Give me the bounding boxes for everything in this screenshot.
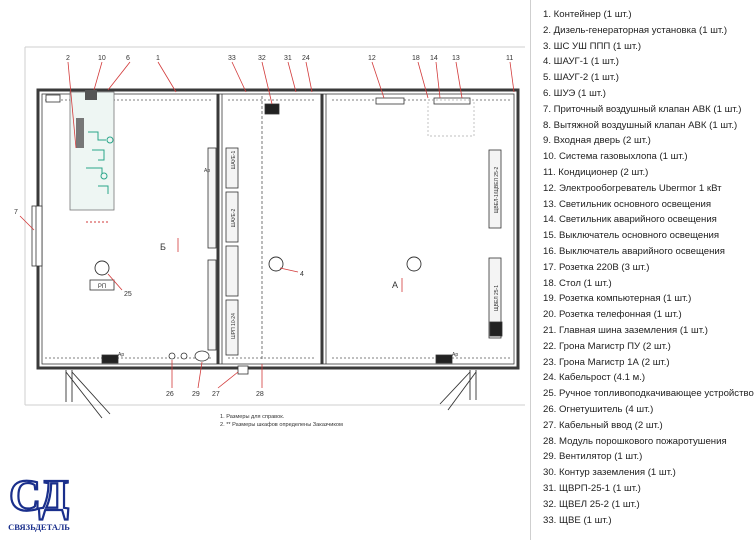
legend-item: 28. Модуль порошкового пожаротушения [543, 435, 727, 447]
legend-item: 21. Главная шина заземления (1 шт.) [543, 324, 708, 336]
callout-number: 29 [192, 391, 200, 398]
legend-item: 29. Вентилятор (1 шт.) [543, 451, 643, 463]
legend-item: 9. Входная дверь (2 шт.) [543, 135, 651, 147]
drawing-notes [220, 414, 343, 428]
legend-item: 14. Светильник аварийного освещения [543, 214, 717, 226]
legend-item: 19. Розетка компьютерная (1 шт.) [543, 293, 692, 305]
legend-item: 24. Кабельрост (4.1 м.) [543, 372, 646, 384]
ar-marker: Ар [452, 352, 459, 358]
legend-item: 15. Выключатель основного освещения [543, 230, 720, 242]
legend-item: 3. ШС УШ ППП (1 шт.) [543, 40, 642, 52]
legend-item: 25. Ручное топливоподкачивающее устройство [543, 388, 754, 400]
room-labels [160, 238, 402, 292]
cabinet-labels [231, 150, 500, 338]
legend-item: 30. Контур заземления (1 шт.) [543, 467, 676, 479]
callout-number: 24 [302, 55, 310, 62]
callout-number: 12 [368, 55, 376, 62]
callout-number: 31 [284, 55, 292, 62]
ceiling-lights [95, 257, 421, 275]
ar-marker: Ар [118, 352, 125, 358]
logo-name: СВЯЗЬДЕТАЛЬ [8, 522, 70, 532]
legend-item: 22. Грона Магистр ПУ (2 шт.) [543, 340, 671, 352]
air-valve-left [32, 206, 42, 266]
legend-item: 1. Контейнер (1 шт.) [543, 9, 632, 20]
legend-item: 27. Кабельный ввод (2 шт.) [543, 419, 663, 431]
callout-number: 18 [412, 55, 420, 62]
legend-item: 12. Электрообогреватель Ubermor 1 кВт [543, 182, 722, 194]
note-line: 1. Размеры для справок. [220, 414, 285, 420]
legend-item: 8. Вытяжной воздушный клапан АВК (1 шт.) [543, 119, 738, 131]
callout-number: 28 [256, 391, 264, 398]
callout-number: 32 [258, 55, 266, 62]
callout-number: 6 [126, 55, 130, 62]
callout-number: 14 [430, 55, 438, 62]
rp-device-label: РП [97, 284, 107, 290]
entry-doors [66, 370, 476, 418]
legend-item: 33. ЩВЕ (1 шт.) [543, 514, 612, 526]
rp-device [90, 280, 114, 290]
note-line: 2. ** Размеры шкафов определены Заказчиком [220, 422, 343, 428]
legend-item: 16. Выключатель аварийного освещения [543, 245, 725, 257]
legend-item: 18. Стол (1 шт.) [543, 277, 612, 289]
wall-hatching [45, 100, 510, 358]
legend-item: 20. Розетка телефонная (1 шт.) [543, 309, 682, 321]
callout-number: 25 [124, 291, 132, 298]
legend-item: 4. ШАУГ-1 (1 шт.) [543, 56, 620, 68]
legend-item: 2. Дизель-генераторная установка (1 шт.) [543, 24, 728, 36]
cabinet-label-shrp: ШРП 10-24 [231, 313, 237, 339]
legend-item: 5. ШАУГ-2 (1 шт.) [543, 72, 620, 84]
callout-number: 26 [166, 391, 174, 398]
room-label-a: А [392, 280, 399, 290]
ar-marker: Ар [204, 168, 211, 174]
legend-list [531, 0, 754, 528]
cabinet-label-shaug2: ШАУЕ-2 [231, 208, 237, 228]
callout-number: 1 [156, 55, 160, 62]
callout-number: 4 [300, 271, 304, 278]
callout-number: 11 [506, 55, 514, 62]
legend-item: 23. Грона Магистр 1А (2 шт.) [543, 356, 670, 368]
room-label-b: Б [160, 242, 166, 252]
cabinet-label-shvel-top: ЩВЕЛ-1/ЩВЕЛ 25-2 [494, 166, 500, 214]
callout-number: 2 [66, 55, 70, 62]
legend-item: 7. Приточный воздушный клапан АВК (1 шт.) [543, 103, 742, 115]
company-logo [2, 466, 76, 536]
legend-item: 31. ЩВРП-25-1 (1 шт.) [543, 482, 641, 494]
equipment-legend [530, 0, 754, 540]
callout-number: 10 [98, 55, 106, 62]
room-a-dashed-zone [428, 100, 474, 136]
legend-item: 26. Огнетушитель (4 шт.) [543, 403, 654, 415]
legend-item: 32. ЩВЕЛ 25-2 (1 шт.) [543, 498, 640, 510]
cabinet-label-shvel-bottom: ЩВЕЛ 25-1 [494, 284, 500, 312]
legend-item: 13. Светильник основного освещения [543, 198, 712, 210]
top-wall-equipment [46, 95, 502, 363]
legend-item: 6. ШУЭ (1 шт.) [543, 87, 606, 99]
logo-mark: СД [9, 471, 69, 520]
callout-number: 33 [228, 55, 236, 62]
callout-number: 27 [212, 391, 220, 398]
legend-item: 11. Кондиционер (2 шт.) [543, 166, 649, 178]
legend-item: 17. Розетка 220В (3 шт.) [543, 261, 650, 273]
equipment-cabinets [208, 148, 501, 355]
generator-unit [70, 90, 114, 222]
callout-number: 7 [14, 209, 18, 216]
callout-number: 13 [452, 55, 460, 62]
legend-item: 10. Система газовыхлопа (1 шт.) [543, 151, 688, 163]
cabinet-label-shaug1: ШАУЕ-1 [231, 150, 237, 170]
